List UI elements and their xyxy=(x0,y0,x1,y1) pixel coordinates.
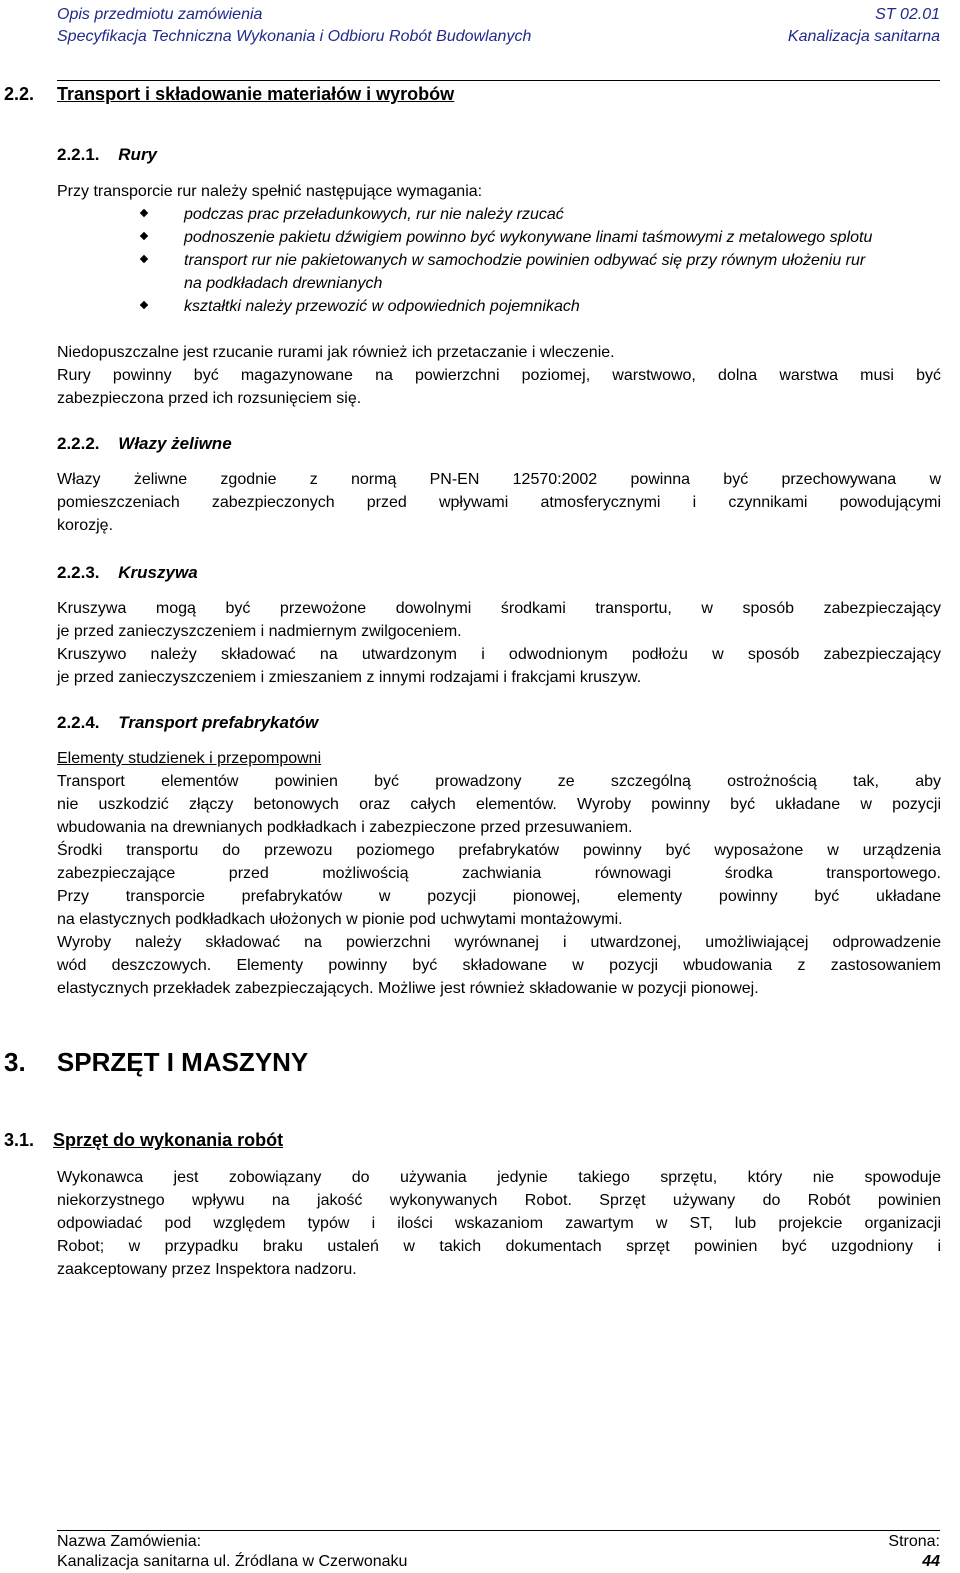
precast-subheading: Elementy studzienek i przepompowni xyxy=(57,750,322,767)
section-number: 3.1. xyxy=(4,1130,35,1150)
footer-order-label: Nazwa Zamówienia: xyxy=(57,1533,202,1550)
section-title: SPRZĘT I MASZYNY xyxy=(56,1047,309,1077)
header-document-type: Opis przedmiotu zamówienia xyxy=(57,6,263,23)
footer-page-label: Strona: xyxy=(888,1533,940,1550)
section-2-2-4-heading xyxy=(57,713,318,733)
section-3-heading xyxy=(4,1047,308,1078)
equipment-paragraph: Wykonawca jest zobowiązany do używania jedynie takiego sprzętu, który nie spowoduje niekorzystnego wpływu na jakość wykonywanych Robot. Sprzęt używany do Robót powinien odpowiadać pod względem typów i ilości wskazaniom zawartym w ST, lub projekcie organizacji Robot; w przypadku braku ustaleń w takich dokumentach sprzęt powinien być uzgodniony i zaakceptowany przez Inspektora nadzoru. xyxy=(57,1169,941,1278)
pipes-paragraph-2: Rury powinny być magazynowane na powierzchni poziomej, warstwowo, dolna warstwa musi być zabezpieczona przed ich rozsunięciem się. xyxy=(57,367,941,407)
aggregates-paragraph: Kruszywa mogą być przewożone dowolnymi środkami transportu, w sposób zabezpieczający je przed zanieczyszczeniem i nadmiernym zwilgoceniem. Kruszywo należy składować na utwardzonym i odwodnionym podłożu w sposób zabezpieczający je przed zanieczyszczeniem i zmieszaniem z innymi rodzajami i frakcjami kruszyw. xyxy=(57,600,941,686)
footer-divider xyxy=(57,1530,940,1531)
bullet-icon xyxy=(140,233,148,241)
bullet-icon xyxy=(140,210,148,218)
section-title: Transport prefabrykatów xyxy=(118,713,319,732)
section-3-1-heading xyxy=(4,1130,283,1151)
list-item: podnoszenie pakietu dźwigiem powinno być wykonywane linami taśmowymi z metalowego splotu xyxy=(140,226,880,249)
page-header-bottom xyxy=(57,28,940,48)
footer-values xyxy=(57,1553,940,1573)
bullet-icon xyxy=(140,256,148,264)
section-title: Włazy żeliwne xyxy=(118,434,232,453)
header-project-type: Kanalizacja sanitarna xyxy=(787,28,940,45)
manholes-paragraph: Włazy żeliwne zgodnie z normą PN-EN 12570:2002 powinna być przechowywana w pomieszczeniach zabezpieczonych przed wpływami atmosferycznymi i czynnikami powodującymi korozję. xyxy=(57,471,941,534)
list-item: transport rur nie pakietowanych w samochodzie powinien odbywać się przy równym ułożeniu rur na podkładach drewnianych xyxy=(140,249,880,295)
pipes-requirements-list xyxy=(140,203,880,318)
section-title: Kruszywa xyxy=(118,563,198,582)
header-spec-code: ST 02.01 xyxy=(875,6,940,23)
section-title: Sprzęt do wykonania robót xyxy=(53,1130,284,1150)
section-title: Rury xyxy=(118,145,158,164)
pipes-intro: Przy transporcie rur należy spełnić następujące wymagania: xyxy=(57,183,483,200)
page-header-top xyxy=(57,6,940,26)
header-divider xyxy=(57,80,940,81)
footer-labels xyxy=(57,1533,940,1553)
section-number: 2.2. xyxy=(4,84,35,104)
list-item: podczas prac przeładunkowych, rur nie należy rzucać xyxy=(140,203,880,226)
section-number: 2.2.3. xyxy=(57,563,100,582)
section-title: Transport i składowanie materiałów i wyrobów xyxy=(57,84,455,104)
list-item: kształtki należy przewozić w odpowiednich pojemnikach xyxy=(140,295,880,318)
section-2-2-1-heading xyxy=(57,145,157,165)
section-2-2-2-heading xyxy=(57,434,232,454)
footer-page-number: 44 xyxy=(922,1553,940,1570)
section-number: 2.2.1. xyxy=(57,145,100,164)
footer-order-name: Kanalizacja sanitarna ul. Źródlana w Czerwonaku xyxy=(57,1553,408,1570)
bullet-icon xyxy=(140,302,148,310)
section-2-2-heading xyxy=(4,84,454,105)
pipes-paragraph-1: Niedopuszczalne jest rzucanie rurami jak również ich przetaczanie i wleczenie. xyxy=(57,344,615,361)
section-number: 2.2.2. xyxy=(57,434,100,453)
precast-paragraph: Transport elementów powinien być prowadzony ze szczególną ostrożnością tak, aby nie uszkodzić złączy betonowych oraz całych elementów. Wyroby powinny być układane w pozycji wbudowania na drewnianych podkładkach i zabezpieczone przed przesuwaniem. Środki transportu do przewozu poziomego prefabrykatów powinny być wyposażone w urządzenia zabezpieczające przed możliwością zachwiania równowagi środka transportowego. Przy transporcie prefabrykatów w pozycji pionowej, elementy powinny być układane na elastycznych podkładkach ułożonych w pionie pod uchwytami montażowymi. Wyroby należy składować na powierzchni wyrównanej i utwardzonej, umożliwiającej odprowadzenie wód deszczowych. Elementy powinny być składowane w pozycji wbudowania z zastosowaniem elastycznych przekładek zabezpieczających. Możliwe jest również składowanie w pozycji pionowej. xyxy=(57,773,941,997)
section-number: 2.2.4. xyxy=(57,713,100,732)
section-number: 3. xyxy=(4,1047,26,1077)
header-spec-title: Specyfikacja Techniczna Wykonania i Odbioru Robót Budowlanych xyxy=(57,28,532,45)
section-2-2-3-heading xyxy=(57,563,198,583)
